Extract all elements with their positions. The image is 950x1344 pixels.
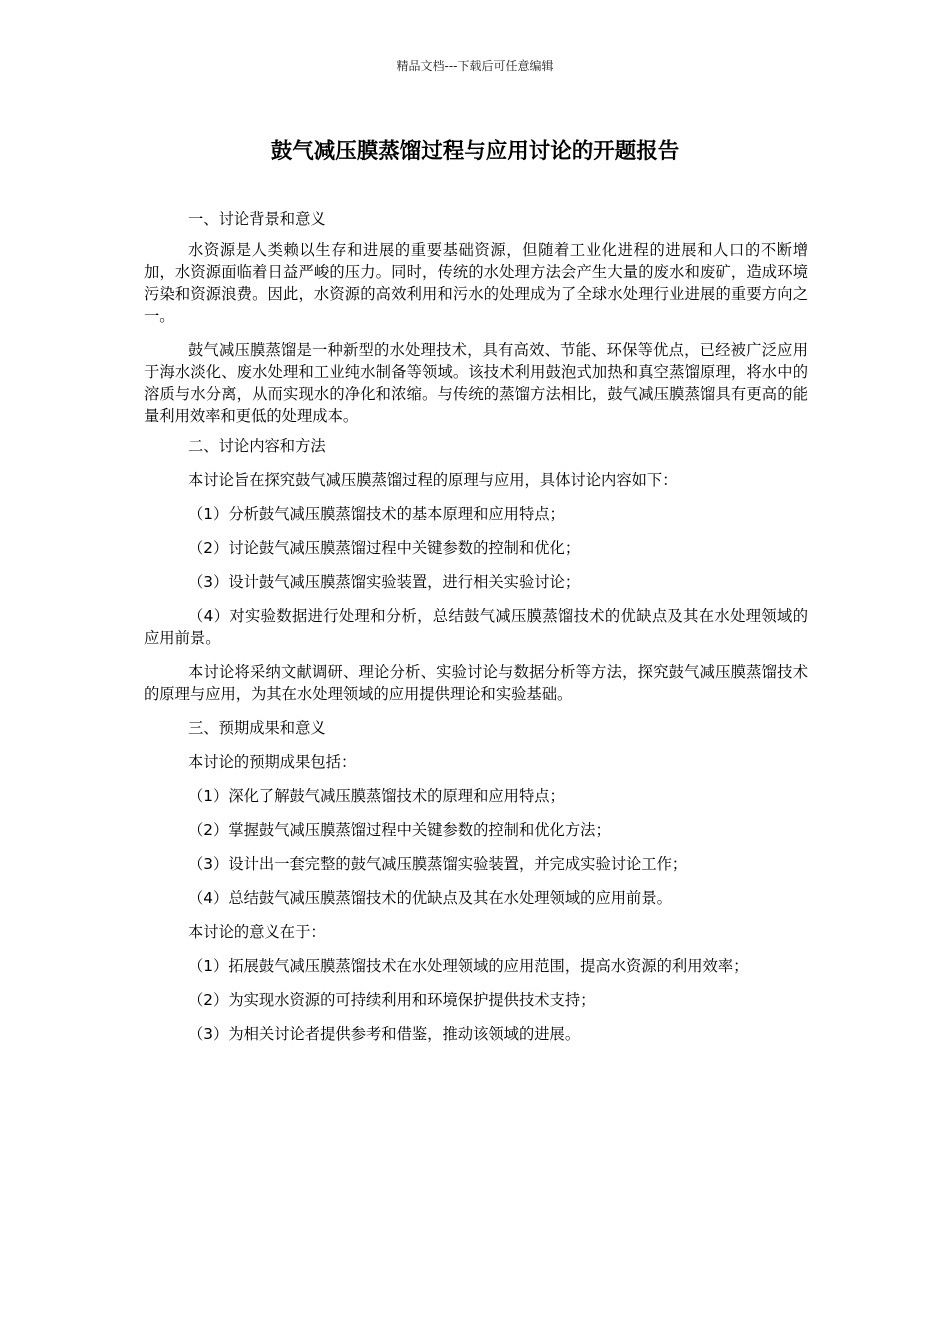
section-3-significance-1: （1）拓展鼓气减压膜蒸馏技术在水处理领域的应用范围，提高水资源的利用效率； bbox=[188, 957, 749, 975]
section-3-heading: 三、预期成果和意义 bbox=[188, 719, 326, 737]
section-3-result-1: （1）深化了解鼓气减压膜蒸馏技术的原理和应用特点； bbox=[188, 787, 565, 805]
section-1-paragraph-2: 鼓气减压膜蒸馏是一种新型的水处理技术，具有高效、节能、环保等优点，已经被广泛应用于海水淡化、废水处理和工业纯水制备等领域。该技术利用鼓泡式加热和真空蒸馏原理，将水中的溶质与水分离，从而实现水的净化和浓缩。与传统的蒸馏方法相比，鼓气减压膜蒸馏具有更高的能量利用效率和更低的处理成本。 bbox=[144, 341, 808, 425]
section-3-significance-3: （3）为相关讨论者提供参考和借鉴，推动该领域的进展。 bbox=[188, 1025, 581, 1043]
section-2-item-2: （2）讨论鼓气减压膜蒸馏过程中关键参数的控制和优化； bbox=[188, 539, 581, 557]
section-2-item-1: （1）分析鼓气减压膜蒸馏技术的基本原理和应用特点； bbox=[188, 505, 565, 523]
section-2-item-4: （4）对实验数据进行处理和分析，总结鼓气减压膜蒸馏技术的优缺点及其在水处理领域的应用前景。 bbox=[144, 607, 808, 647]
section-3-significance-2: （2）为实现水资源的可持续利用和环境保护提供技术支持； bbox=[188, 991, 596, 1009]
section-3-result-3: （3）设计出一套完整的鼓气减压膜蒸馏实验装置，并完成实验讨论工作； bbox=[188, 855, 688, 873]
section-2-method: 本讨论将采纳文献调研、理论分析、实验讨论与数据分析等方法，探究鼓气减压膜蒸馏技术的原理与应用，为其在水处理领域的应用提供理论和实验基础。 bbox=[144, 663, 808, 703]
document-body bbox=[144, 208, 808, 1045]
section-1-paragraph-1: 水资源是人类赖以生存和进展的重要基础资源，但随着工业化进程的进展和人口的不断增加，水资源面临着日益严峻的压力。同时，传统的水处理方法会产生大量的废水和废矿，造成环境污染和资源浪费。因此，水资源的高效利用和污水的处理成为了全球水处理行业进展的重要方向之一。 bbox=[144, 241, 808, 325]
section-3-result-2: （2）掌握鼓气减压膜蒸馏过程中关键参数的控制和优化方法； bbox=[188, 821, 611, 839]
section-3-result-4: （4）总结鼓气减压膜蒸馏技术的优缺点及其在水处理领域的应用前景。 bbox=[188, 889, 672, 907]
section-2-heading: 二、讨论内容和方法 bbox=[188, 437, 326, 455]
section-2-item-3: （3）设计鼓气减压膜蒸馏实验装置，进行相关实验讨论； bbox=[188, 573, 581, 591]
section-2-intro: 本讨论旨在探究鼓气减压膜蒸馏过程的原理与应用，具体讨论内容如下： bbox=[188, 471, 678, 489]
section-3-significance-intro: 本讨论的意义在于： bbox=[188, 923, 326, 941]
document-title: 鼓气减压膜蒸馏过程与应用讨论的开题报告 bbox=[270, 139, 680, 164]
section-1-heading: 一、讨论背景和意义 bbox=[188, 210, 326, 228]
section-3-results-intro: 本讨论的预期成果包括： bbox=[188, 753, 357, 771]
header-note: 精品文档---下载后可任意编辑 bbox=[396, 59, 554, 73]
